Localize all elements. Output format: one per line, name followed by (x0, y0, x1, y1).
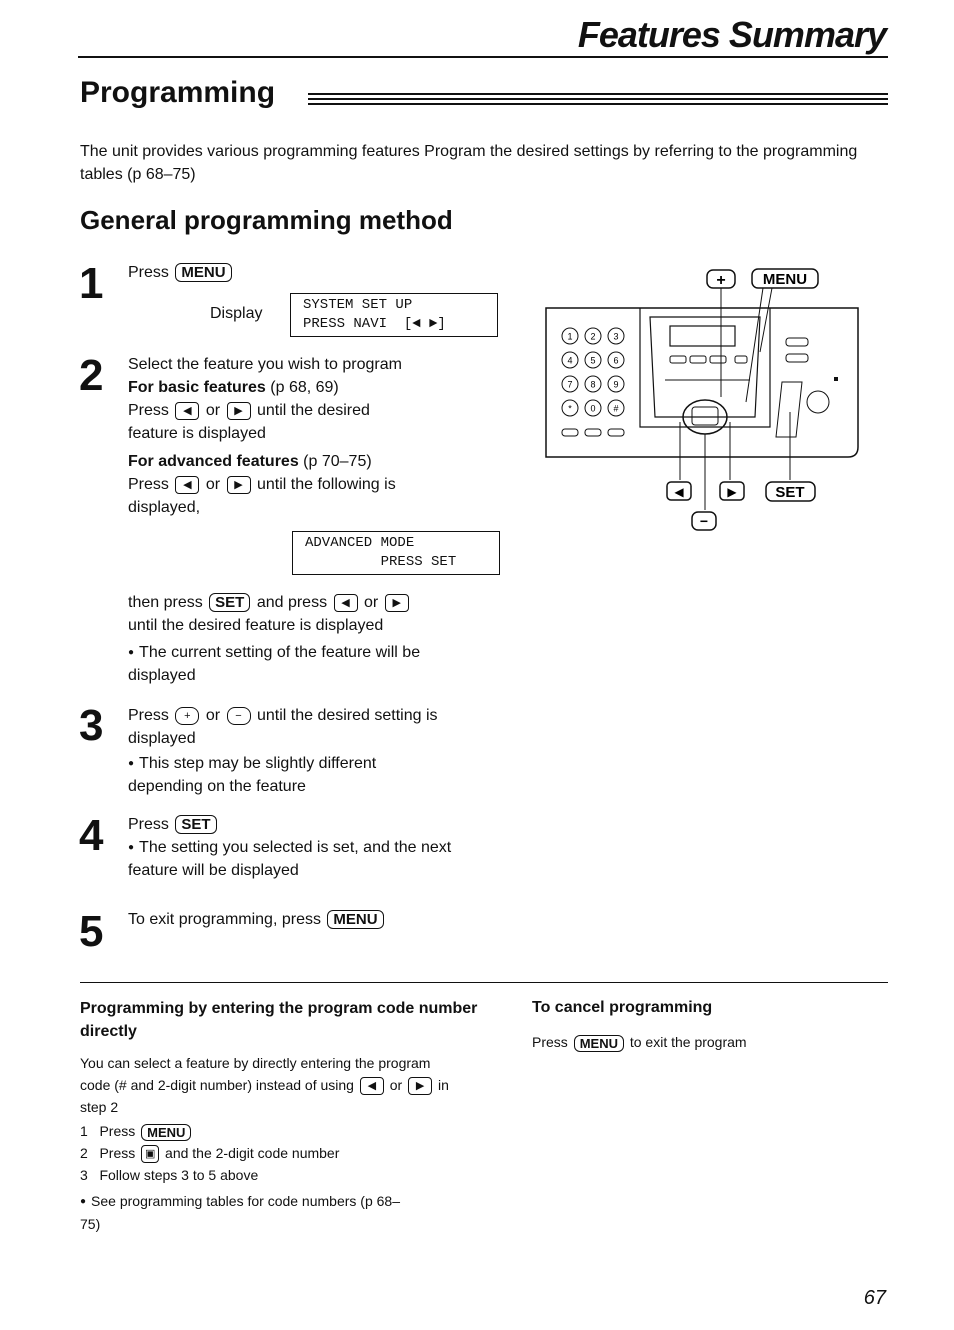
then-until: until the desired feature is displayed (128, 617, 384, 634)
or-text: or (205, 707, 221, 724)
set-key-callout: SET (775, 484, 805, 501)
list-text: Press (99, 1123, 136, 1139)
step5-label: To exit programming, press (128, 911, 321, 928)
cancel-press: Press (532, 1034, 568, 1050)
adv-press: Press (128, 476, 169, 493)
menu-key-callout: MENU (762, 271, 808, 288)
step3-block (128, 704, 498, 798)
basic-press: Press (128, 402, 169, 419)
menu-key: MENU (327, 910, 383, 929)
minus-key-callout: − (699, 513, 709, 529)
or-text: or (389, 1077, 403, 1093)
step4-press: Press (128, 816, 169, 833)
list-num: 1 (80, 1123, 88, 1139)
right-arrow-key: ▶ (227, 476, 251, 494)
or-text: or (205, 476, 221, 493)
cancel-after: to exit the program (629, 1034, 747, 1050)
header-rule (78, 56, 888, 58)
step-number: 4 (79, 811, 104, 860)
control-panel-diagram (540, 262, 870, 534)
keypad-label: 2 (590, 331, 596, 342)
basic-tail: feature is displayed (128, 425, 266, 442)
step-number: 5 (79, 907, 104, 956)
step3-until: until the desired setting is displayed (128, 707, 438, 747)
direct-title: Programming by entering the program code number directly (80, 1000, 478, 1040)
direct-list (80, 1120, 460, 1235)
left-arrow-key: ◀ (175, 476, 199, 494)
or-text: or (363, 594, 379, 611)
direct-block (80, 1052, 450, 1118)
set-key: SET (175, 815, 216, 834)
lcd-advanced: ADVANCED MODE PRESS SET (292, 531, 500, 575)
keypad-label: 5 (590, 355, 596, 366)
cancel-title: To cancel programming (532, 999, 713, 1016)
section-title: Programming (80, 76, 276, 109)
plus-key-callout: + (716, 272, 726, 289)
adv-until: until the following is (256, 476, 396, 493)
keypad-label: 6 (613, 355, 619, 366)
list-text: Press (99, 1145, 136, 1161)
then-press: then press (128, 594, 203, 611)
step4-bullet: ● The setting you selected is set, and the next feature will be displayed (128, 836, 478, 882)
title-rule (308, 93, 888, 108)
adv-heading: For advanced features (128, 453, 299, 470)
step1-text (128, 261, 234, 284)
right-arrow-key: ▶ (385, 594, 409, 612)
basic-ref: (p 68, 69) (265, 379, 339, 396)
direct-using: using (320, 1077, 354, 1093)
step3-press: Press (128, 707, 169, 724)
step5-text (128, 908, 386, 931)
basic-heading: For basic features (128, 379, 266, 396)
right-arrow-key: ▶ (408, 1077, 432, 1095)
right-arrow-key: ▶ (227, 402, 251, 420)
program-key: ▣ (141, 1145, 159, 1163)
set-key: SET (209, 593, 250, 612)
step-number: 1 (79, 259, 104, 308)
direct-body: You can select a feature by directly entering the program code (# and 2-digit number) instead of (80, 1055, 431, 1093)
header-title: Features Summary (577, 14, 886, 55)
section-divider (80, 982, 888, 983)
keypad (562, 328, 624, 416)
keypad-label: * (568, 403, 572, 414)
basic-until: until the desired (256, 402, 370, 419)
right-arrow-callout: ▶ (727, 485, 737, 499)
left-arrow-key: ◀ (360, 1077, 384, 1095)
step2-block (128, 353, 528, 519)
list-text: Follow steps 3 to 5 above (99, 1167, 259, 1183)
menu-key: MENU (574, 1035, 624, 1052)
adv-tail: displayed, (128, 499, 201, 516)
keypad-label: 7 (567, 379, 573, 390)
step1-press: Press (128, 264, 169, 281)
minus-key: − (227, 707, 251, 725)
display-label: Display (210, 305, 263, 322)
left-arrow-callout: ◀ (674, 485, 684, 499)
and-press: and press (256, 594, 328, 611)
menu-key: MENU (175, 263, 231, 282)
page-number: 67 (863, 1287, 886, 1309)
method-title: General programming method (80, 205, 453, 235)
step2-then (128, 591, 528, 687)
direct-in-step: in step 2 (80, 1077, 449, 1115)
list-num: 2 (80, 1145, 88, 1161)
step2-bullet: ● The current setting of the feature will be displayed (128, 641, 488, 687)
keypad-label: 9 (613, 379, 619, 390)
list-after: and the 2-digit code number (165, 1145, 340, 1161)
adv-ref: (p 70–75) (298, 453, 372, 470)
keypad-label: 0 (590, 403, 596, 414)
intro-text: The unit provides various programming features Program the desired settings by referring to the programming tables (p 68–75) (80, 143, 858, 183)
menu-key: MENU (141, 1124, 191, 1141)
step4-block (128, 813, 498, 882)
keypad-label: 1 (567, 331, 573, 342)
direct-bullet: ● See programming tables for code numbers (p 68–75) (80, 1190, 420, 1235)
keypad-label: # (613, 403, 619, 414)
plus-key: + (175, 707, 199, 725)
or-text: or (205, 402, 221, 419)
lcd-display: SYSTEM SET UP PRESS NAVI [◄ ►] (290, 293, 498, 337)
keypad-label: 8 (590, 379, 596, 390)
step-number: 2 (79, 351, 104, 400)
cancel-text (532, 1031, 747, 1053)
left-arrow-key: ◀ (334, 594, 358, 612)
step2-line1: Select the feature you wish to program (128, 356, 402, 373)
keypad-label: 3 (613, 331, 619, 342)
step3-bullet: ● This step may be slightly different depending on the feature (128, 752, 448, 798)
left-arrow-key: ◀ (175, 402, 199, 420)
list-num: 3 (80, 1167, 88, 1183)
keypad-label: 4 (567, 355, 573, 366)
step-number: 3 (79, 701, 104, 750)
